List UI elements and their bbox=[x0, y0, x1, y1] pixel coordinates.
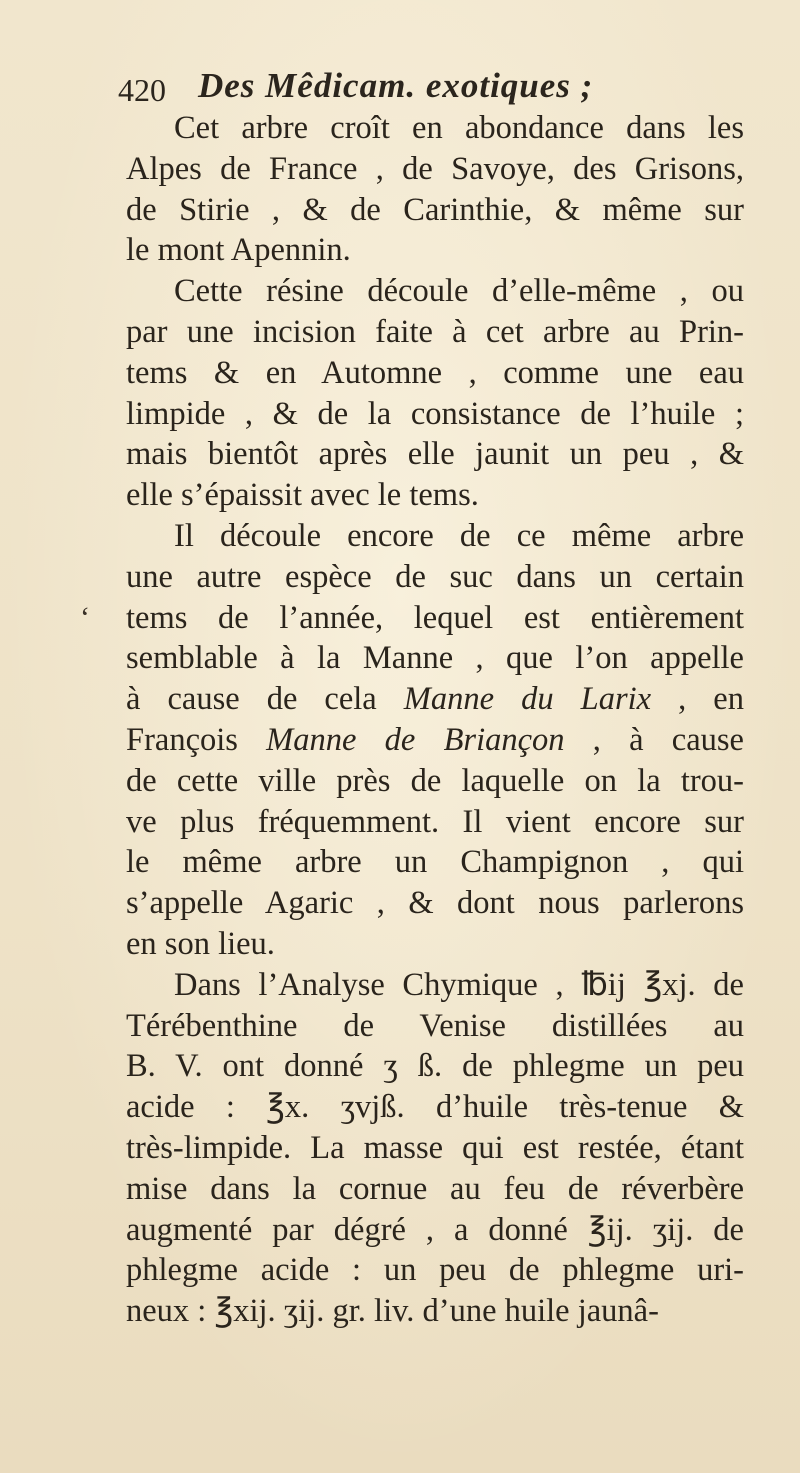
text-segment: semblable à la Manne , que l’on appelle bbox=[126, 640, 744, 677]
text-segment: acide : ℥x. ʒvjß. d’huile très-tenue & bbox=[126, 1089, 744, 1126]
text-line bbox=[126, 557, 744, 598]
text-segment: de Stirie , & de Carinthie, & même sur bbox=[126, 191, 744, 228]
running-title: Des Mêdicam. exotiques ; bbox=[198, 66, 594, 105]
text-segment: ve plus fréquemment. Il vient encore sur bbox=[126, 803, 744, 840]
text-segment: augmenté par dégré , a donné ℥ij. ʒij. de bbox=[126, 1211, 744, 1248]
text-line bbox=[126, 679, 744, 720]
margin-mark: ʻ bbox=[80, 601, 90, 634]
text-segment: François bbox=[126, 721, 267, 758]
text-segment: phlegme acide : un peu de phlegme uri- bbox=[126, 1252, 744, 1289]
text-segment: Cet arbre croît en abondance dans les bbox=[174, 110, 744, 146]
text-line bbox=[126, 598, 744, 639]
text-segment: , en bbox=[651, 681, 744, 718]
text-segment: Alpes de France , de Savoye, des Grisons, bbox=[126, 150, 744, 187]
text-line bbox=[126, 720, 744, 761]
text-segment: tems & en Automne , comme une eau bbox=[126, 354, 744, 391]
text-segment: à cause de cela bbox=[126, 681, 404, 718]
text-segment: une autre espèce de suc dans un certain bbox=[126, 558, 744, 595]
text-line bbox=[126, 802, 744, 843]
text-line bbox=[126, 312, 744, 353]
text-segment: s’appelle Agaric , & dont nous parlerons bbox=[126, 885, 744, 922]
text-segment: le même arbre un Champignon , qui bbox=[126, 844, 744, 881]
text-line bbox=[126, 965, 744, 1006]
text-segment: limpide , & de la consistance de l’huile ; bbox=[126, 395, 744, 432]
text-line bbox=[126, 516, 744, 557]
text-line bbox=[126, 108, 744, 149]
page-number: 420 bbox=[118, 72, 166, 108]
text-line bbox=[126, 1046, 744, 1087]
text-line bbox=[126, 190, 744, 231]
text-line bbox=[126, 1128, 744, 1169]
text-segment: , à cause bbox=[564, 721, 744, 758]
text-line bbox=[126, 842, 744, 883]
text-segment: Cette résine découle d’elle-même , ou bbox=[174, 273, 744, 310]
text-line bbox=[126, 761, 744, 802]
text-segment: tems de l’année, lequel est entièrement bbox=[126, 599, 744, 636]
text-segment: Térébenthine de Venise distillées au bbox=[126, 1007, 744, 1044]
italic-term: Manne du Larix bbox=[403, 681, 652, 718]
text-line bbox=[126, 1210, 744, 1251]
running-head bbox=[118, 66, 738, 112]
text-segment: mise dans la cornue au feu de réverbère bbox=[126, 1170, 744, 1207]
text-segment: neux : ℥xij. ʒij. gr. liv. d’une huile jaunâ- bbox=[126, 1293, 659, 1330]
text-segment: Dans l’Analyse Chymique , ℔ij ℥xj. de bbox=[174, 966, 744, 1003]
text-segment: par une incision faite à cet arbre au Prin- bbox=[126, 313, 744, 350]
text-line bbox=[126, 1006, 744, 1047]
text-line bbox=[126, 883, 744, 924]
text-line bbox=[126, 1087, 744, 1128]
text-segment: elle s’épaissit avec le tems. bbox=[126, 477, 479, 514]
text-line bbox=[126, 1291, 744, 1332]
text-line bbox=[126, 149, 744, 190]
text-line bbox=[126, 924, 744, 965]
italic-term: Manne de Briançon bbox=[266, 721, 565, 758]
text-line bbox=[126, 1169, 744, 1210]
text-segment: le mont Apennin. bbox=[126, 232, 351, 269]
text-segment: B. V. ont donné ʒ ß. de phlegme un peu bbox=[126, 1048, 744, 1085]
text-line bbox=[126, 434, 744, 475]
text-segment: en son lieu. bbox=[126, 925, 275, 962]
text-line bbox=[126, 353, 744, 394]
text-segment: de cette ville près de laquelle on la trou- bbox=[126, 762, 744, 799]
text-line bbox=[126, 394, 744, 435]
text-line bbox=[126, 230, 744, 271]
text-segment: mais bientôt après elle jaunit un peu , & bbox=[126, 436, 744, 473]
text-line bbox=[126, 638, 744, 679]
body-text bbox=[126, 108, 744, 1332]
text-segment: Il découle encore de ce même arbre bbox=[174, 517, 744, 554]
text-line bbox=[126, 271, 744, 312]
text-line bbox=[126, 475, 744, 516]
text-line bbox=[126, 1250, 744, 1291]
text-segment: très-limpide. La masse qui est restée, étant bbox=[126, 1129, 744, 1166]
